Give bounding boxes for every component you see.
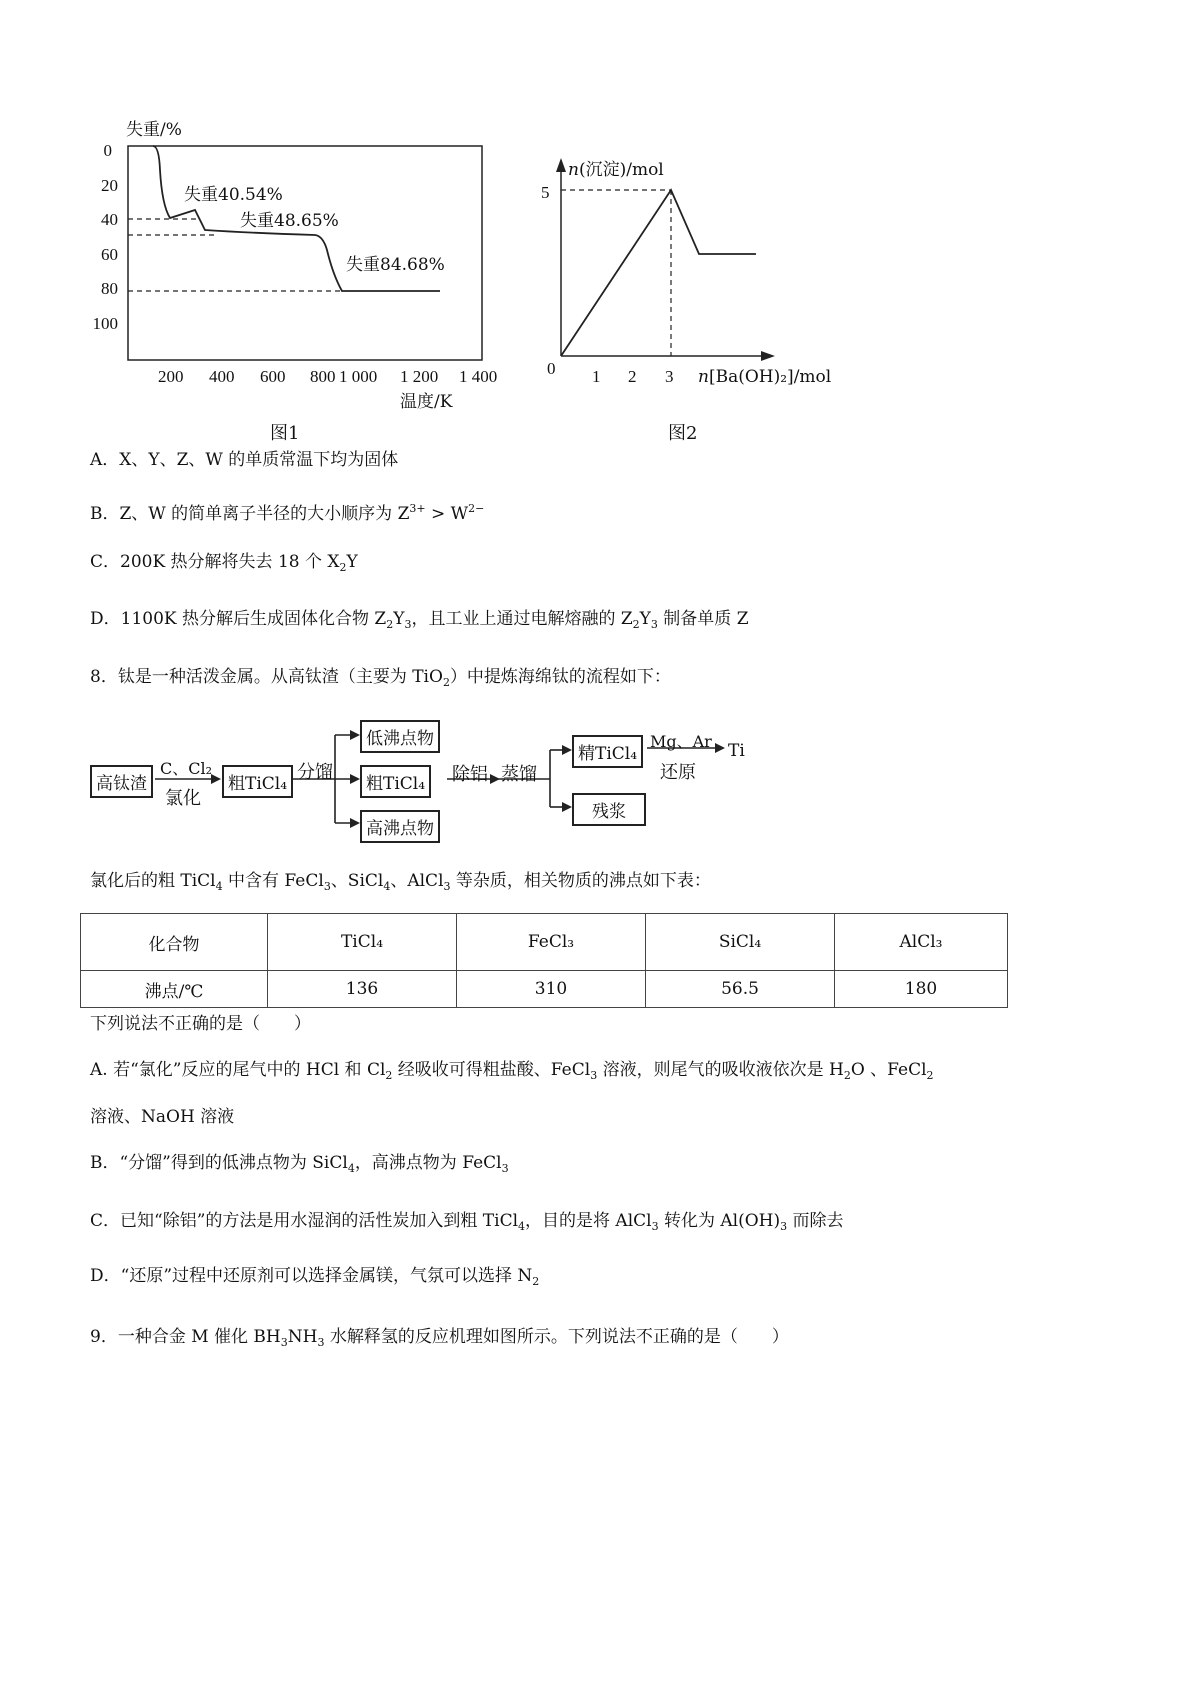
- flow-box-jing-ticl4: 精TiCl₄: [572, 735, 643, 768]
- fig2-line: [561, 190, 756, 356]
- fig1-annot: 失重84.68%: [346, 255, 445, 275]
- table-header-cell: AlCl₃: [835, 914, 1008, 971]
- figure1-chart: [80, 110, 540, 415]
- flow-box-cu-ticl4-2: 粗TiCl₄: [360, 765, 431, 798]
- fig2-ylabel: n(沉淀)/mol: [568, 160, 664, 180]
- boiling-point-table: [80, 913, 1008, 1008]
- flow-step-chlorinate: 氯化: [165, 788, 201, 809]
- figure2-chart: [535, 150, 865, 395]
- fig2-ytick: 5: [541, 183, 550, 202]
- table-cell: 180: [835, 971, 1008, 1008]
- flow-box-gaotizha: 高钛渣: [90, 765, 153, 798]
- table-row: [81, 971, 1008, 1008]
- q8-intro: 氯化后的粗 TiCl$_4$ 中含有 FeCl$_3$、SiCl$_4$、AlCl$_3$ 等杂质，相关物质的沸点如下表：: [90, 871, 711, 893]
- fig1-xtick: 1 400: [459, 367, 498, 386]
- flow-box-low-boiling: 低沸点物: [360, 720, 440, 753]
- fig1-ytick: 40: [101, 210, 118, 229]
- q7-option-a: A．X、Y、Z、W 的单质常温下均为固体: [90, 450, 399, 470]
- flow-box-high-boiling: 高沸点物: [360, 810, 440, 843]
- fig2-yarrow: [556, 158, 566, 172]
- fig2-origin: 0: [547, 359, 556, 378]
- flow-step-distill: 分馏: [297, 762, 333, 783]
- q8-ask: 下列说法不正确的是（ ）: [90, 1014, 311, 1034]
- fig1-caption: 图1: [270, 423, 300, 444]
- fig1-ytick: 20: [101, 176, 118, 195]
- q9-stem: 9．一种合金 M 催化 $BH_3NH_3$ 水解释氢的反应机理如图所示。下列说法不正确的是（ ）: [90, 1327, 789, 1349]
- fig1-ytick: 80: [101, 279, 118, 298]
- table-cell: 136: [268, 971, 457, 1008]
- fig1-ytick: 0: [103, 141, 112, 160]
- fig1-xtick: 800: [310, 367, 336, 386]
- fig1-xtick: 1 200: [400, 367, 439, 386]
- fig2-xarrow: [761, 351, 775, 361]
- flow-step-remove-al: 除铝: [452, 764, 488, 785]
- fig2-xtick: 1: [592, 367, 601, 386]
- fig2-xtick: 2: [628, 367, 637, 386]
- fig2-xtick: 3: [665, 367, 674, 386]
- fig1-ytick: 60: [101, 245, 118, 264]
- q8-stem: 8．钛是一种活泼金属。从高钛渣（主要为 TiO$_2$）中提炼海绵钛的流程如下：: [90, 667, 671, 689]
- fig1-annot: 失重40.54%: [184, 185, 283, 205]
- fig1-xlabel: 温度/K: [400, 392, 453, 412]
- flow-step-evaporate: 蒸馏: [501, 764, 537, 785]
- table-header-cell: TiCl₄: [268, 914, 457, 971]
- q7-option-c: C．200K 热分解将失去 18 个 $X_2Y$: [90, 552, 358, 574]
- fig1-xtick: 400: [209, 367, 235, 386]
- flow-product-ti: Ti: [728, 741, 745, 761]
- fig1-xtick: 600: [260, 367, 286, 386]
- fig1-ylabel: 失重/%: [126, 120, 182, 140]
- fig1-xtick: 200: [158, 367, 184, 386]
- q8-option-a: A. 若“氯化”反应的尾气中的 HCl 和 $Cl_2$ 经吸收可得粗盐酸、FeCl$_3$ 溶液，则尾气的吸收液依次是 $H_2O$ 、FeCl$_2$: [90, 1060, 934, 1082]
- q8-option-c: C．已知“除铝”的方法是用水湿润的活性炭加入到粗 TiCl$_4$，目的是将 AlCl$_3$ 转化为 $Al(OH)_3$ 而除去: [90, 1211, 844, 1233]
- flow-step-reduce: 还原: [660, 762, 696, 783]
- table-header-cell: 化合物: [81, 914, 268, 971]
- q7-option-d: D．1100K 热分解后生成固体化合物 $Z_2Y_3$，且工业上通过电解熔融的 $Z_2Y_3$ 制备单质 Z: [90, 609, 749, 631]
- flow-box-cu-ticl4-1: 粗TiCl₄: [222, 765, 293, 798]
- flow-reagent-1: C、Cl₂: [160, 759, 213, 778]
- flow-reagent-5: Mg、Ar: [650, 732, 712, 751]
- table-header-row: [81, 914, 1008, 971]
- fig1-frame: [128, 146, 482, 360]
- table-cell: 沸点/℃: [81, 971, 268, 1008]
- fig2-caption: 图2: [668, 423, 698, 444]
- fig1-xtick: 1 000: [339, 367, 378, 386]
- q8-option-a-cont: 溶液、NaOH 溶液: [90, 1107, 235, 1127]
- flow-box-canjiang: 残浆: [572, 793, 646, 826]
- fig1-annot: 失重48.65%: [240, 211, 339, 231]
- table-header-cell: FeCl₃: [457, 914, 646, 971]
- table-cell: 56.5: [646, 971, 835, 1008]
- fig2-xlabel: n[Ba(OH)₂]/mol: [698, 367, 832, 387]
- q8-option-d: D．“还原”过程中还原剂可以选择金属镁，气氛可以选择 $N_2$: [90, 1266, 540, 1288]
- fig1-ytick: 100: [92, 314, 118, 333]
- q8-option-b: B．“分馏”得到的低沸点物为 SiCl$_4$，高沸点物为 FeCl$_3$: [90, 1153, 509, 1175]
- table-cell: 310: [457, 971, 646, 1008]
- q7-option-b: B．Z、W 的简单离子半径的大小顺序为 $Z^{3+} > W^{2-}$: [90, 502, 485, 524]
- table-header-cell: SiCl₄: [646, 914, 835, 971]
